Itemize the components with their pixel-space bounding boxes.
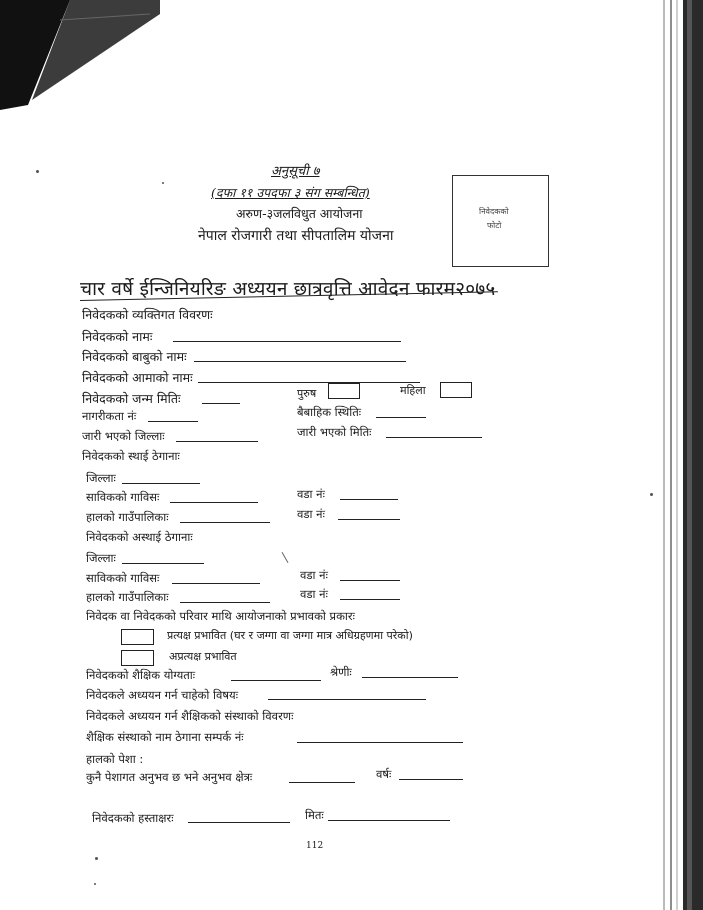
years-label: वर्षः <box>376 767 392 781</box>
indirect-impact-checkbox[interactable] <box>121 650 154 666</box>
schedule-heading: अनुसूची ७ <box>271 164 320 179</box>
permanent-rural-mun-label: हालको गाउँपालिकाः <box>86 510 169 524</box>
marital-status-field[interactable] <box>376 417 426 418</box>
male-label: पुरुष <box>297 387 317 400</box>
program-name: नेपाल रोजगारी तथा सीपतालिम योजना <box>198 228 394 244</box>
father-name-field[interactable] <box>194 361 406 362</box>
dob-label: निवेदकको जन्म मितिः <box>82 391 181 406</box>
indirect-impact-label: अप्रत्यक्ष प्रभावित <box>169 650 237 663</box>
temporary-district-field[interactable] <box>122 563 204 564</box>
division-label: श्रेणीः <box>330 665 352 679</box>
scan-speck <box>94 883 96 885</box>
scan-speck <box>36 170 39 173</box>
direct-impact-label: प्रत्यक्ष प्रभावित (घर र जग्गा वा जग्गा मात्र अधिग्रहणमा परेको) <box>167 629 413 642</box>
marital-status-label: बैबाहिक स्थितिः <box>297 405 362 419</box>
scan-mark <box>282 552 289 563</box>
impact-question: निवेदक वा निवेदकको परिवार माथि आयोजनाको प्रभावको प्रकारः <box>86 609 355 623</box>
applicant-name-label: निवेदकको नामः <box>82 329 153 344</box>
father-name-label: निवेदकको बाबुको नामः <box>82 349 187 364</box>
section-reference: (दफा ११ उपदफा ३ संग सम्बन्धित) <box>211 185 370 200</box>
division-field[interactable] <box>362 677 458 678</box>
issued-district-field[interactable] <box>176 441 258 442</box>
institution-detail-label: शैक्षिक संस्थाको नाम ठेगाना सम्पर्क नंः <box>86 730 244 744</box>
photo-label: निवेदकको <box>479 207 509 216</box>
page-number: 112 <box>306 841 324 851</box>
mother-name-field[interactable] <box>198 382 420 383</box>
temporary-ward-field-2[interactable] <box>340 599 400 600</box>
temporary-old-vdc-field[interactable] <box>172 583 260 584</box>
applicant-name-field[interactable] <box>173 341 401 342</box>
scan-speck <box>650 493 653 496</box>
issued-date-field[interactable] <box>386 437 482 438</box>
permanent-ward-label-2: वडा नंः <box>297 507 325 521</box>
study-subject-field[interactable] <box>268 699 426 700</box>
direct-impact-checkbox[interactable] <box>121 629 154 645</box>
temporary-old-vdc-label: साविकको गाविसः <box>86 571 160 585</box>
signature-field[interactable] <box>188 822 290 823</box>
experience-label: कुनै पेशागत अनुभव छ भने अनुभव क्षेत्रः <box>86 770 253 784</box>
signature-date-field[interactable] <box>328 820 450 821</box>
issued-date-label: जारी भएको मितिः <box>297 425 372 439</box>
temporary-rural-mun-label: हालको गाउँपालिकाः <box>86 590 169 604</box>
form-title: चार वर्षे ईन्जिनियरिङ अध्ययन छात्रवृत्ति आवेदन फारम२०७५ <box>80 278 496 300</box>
scan-corner-shadow <box>0 0 160 110</box>
photo-placeholder <box>452 175 549 267</box>
signature-date-label: मितः <box>305 808 324 822</box>
dob-field[interactable] <box>202 403 240 404</box>
institution-heading: निवेदकले अध्ययन गर्न शैक्षिकको संस्थाको विवरणः <box>86 709 294 723</box>
permanent-ward-label: वडा नंः <box>297 487 325 501</box>
female-checkbox[interactable] <box>440 382 472 398</box>
project-name: अरुण-३जलविधुत आयोजना <box>236 206 363 221</box>
scan-speck <box>95 857 98 860</box>
signature-label: निवेदकको हस्ताक्षरः <box>92 811 174 825</box>
temporary-ward-label-2: वडा नंः <box>300 587 328 601</box>
temporary-ward-label: वडा नंः <box>300 568 328 582</box>
female-label: महिला <box>400 384 426 397</box>
issued-district-label: जारी भएको जिल्लाः <box>82 429 165 443</box>
institution-detail-field[interactable] <box>297 742 463 743</box>
permanent-old-vdc-field[interactable] <box>170 502 258 503</box>
temporary-address-heading: निवेदकको अस्थाई ठेगानाः <box>86 530 193 544</box>
personal-details-heading: निवेदकको व्यक्तिगत विवरणः <box>82 307 213 322</box>
mother-name-label: निवेदकको आमाको नामः <box>82 370 193 385</box>
occupation-label: हालको पेशा : <box>86 752 144 766</box>
temporary-district-label: जिल्लाः <box>86 551 116 565</box>
study-subject-label: निवेदकले अध्ययन गर्न चाहेको विषयः <box>86 688 239 702</box>
permanent-district-field[interactable] <box>122 483 200 484</box>
years-field[interactable] <box>399 779 463 780</box>
temporary-rural-mun-field[interactable] <box>180 602 270 603</box>
permanent-rural-mun-field[interactable] <box>180 522 270 523</box>
scan-page-edge <box>661 0 703 910</box>
permanent-ward-field-2[interactable] <box>338 519 400 520</box>
citizenship-label: नागरीकता नंः <box>82 409 137 423</box>
permanent-address-heading: निवेदकको स्थाई ठेगानाः <box>82 449 180 463</box>
permanent-district-label: जिल्लाः <box>86 471 116 485</box>
scan-speck <box>162 182 164 184</box>
photo-label-second: फोटो <box>487 221 502 230</box>
male-checkbox[interactable] <box>328 383 360 399</box>
experience-field[interactable] <box>289 782 355 783</box>
qualification-field[interactable] <box>231 680 321 681</box>
citizenship-field[interactable] <box>148 421 198 422</box>
temporary-ward-field[interactable] <box>340 580 400 581</box>
permanent-ward-field[interactable] <box>340 499 398 500</box>
qualification-label: निवेदकको शैक्षिक योग्यताः <box>86 668 196 682</box>
permanent-old-vdc-label: साविकको गाविसः <box>86 490 160 504</box>
